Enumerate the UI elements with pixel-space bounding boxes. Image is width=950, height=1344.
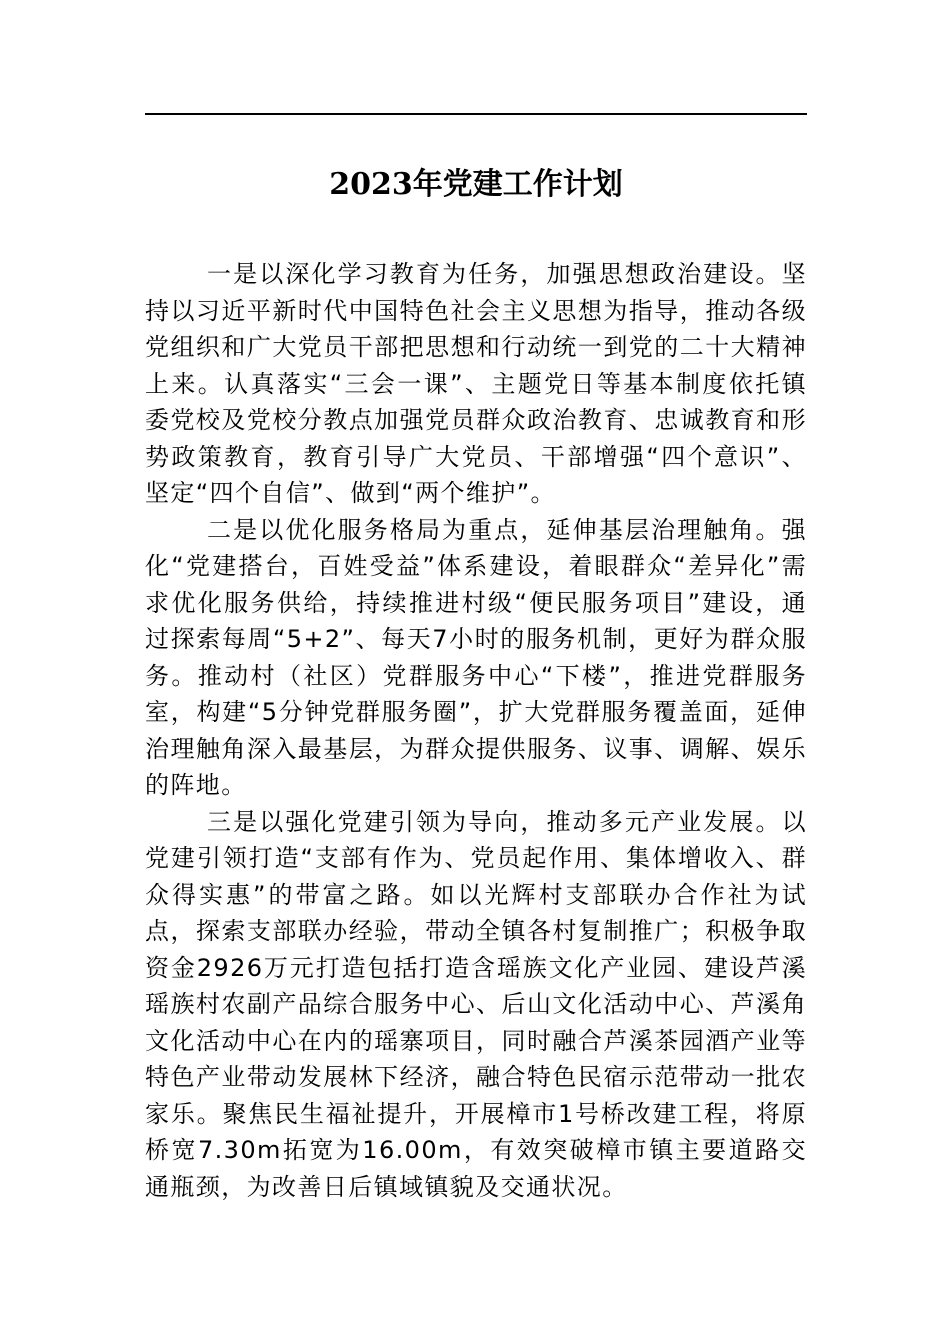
paragraph-2: 二是以优化服务格局为重点，延伸基层治理触角。强化“党建搭台，百姓受益”体系建设，着眼群众“差异化”需求优化服务供给，持续推进村级“便民服务项目”建设，通过探索每周“5+2”、每天7小时的服务机制，更好为群众服务。推动村（社区）党群服务中心“下楼”，推进党群服务室，构建“5分钟党群服务圈”，扩大党群服务覆盖面，延伸治理触角深入最基层，为群众提供服务、议事、调解、娱乐的阵地。 xyxy=(145,515,807,799)
document-body xyxy=(145,256,807,1205)
paragraph-3: 三是以强化党建引领为导向，推动多元产业发展。以党建引领打造“支部有作为、党员起作用、集体增收入、群众得实惠”的带富之路。如以光辉村支部联办合作社为试点，探索支部联办经验，带动全镇各村复制推广；积极争取资金2926万元打造包括打造含瑶族文化产业园、建设芦溪瑶族村农副产品综合服务中心、后山文化活动中心、芦溪角文化活动中心在内的瑶寨项目，同时融合芦溪茶园酒产业等特色产业带动发展林下经济，融合特色民宿示范带动一批农家乐。聚焦民生福祉提升，开展樟市1号桥改建工程，将原桥宽7.30m拓宽为16.00m，有效突破樟市镇主要道路交通瓶颈，为改善日后镇域镇貌及交通状况。 xyxy=(145,807,807,1201)
paragraph-1: 一是以深化学习教育为任务，加强思想政治建设。坚持以习近平新时代中国特色社会主义思想为指导，推动各级党组织和广大党员干部把思想和行动统一到党的二十大精神上来。认真落实“三会一课”、主题党日等基本制度依托镇委党校及党校分教点加强党员群众政治教育、忠诚教育和形势政策教育，教育引导广大党员、干部增强“四个意识”、坚定“四个自信”、做到“两个维护”。 xyxy=(145,260,807,507)
document-title: 2023年党建工作计划 xyxy=(329,167,623,202)
header-rule xyxy=(145,113,807,115)
